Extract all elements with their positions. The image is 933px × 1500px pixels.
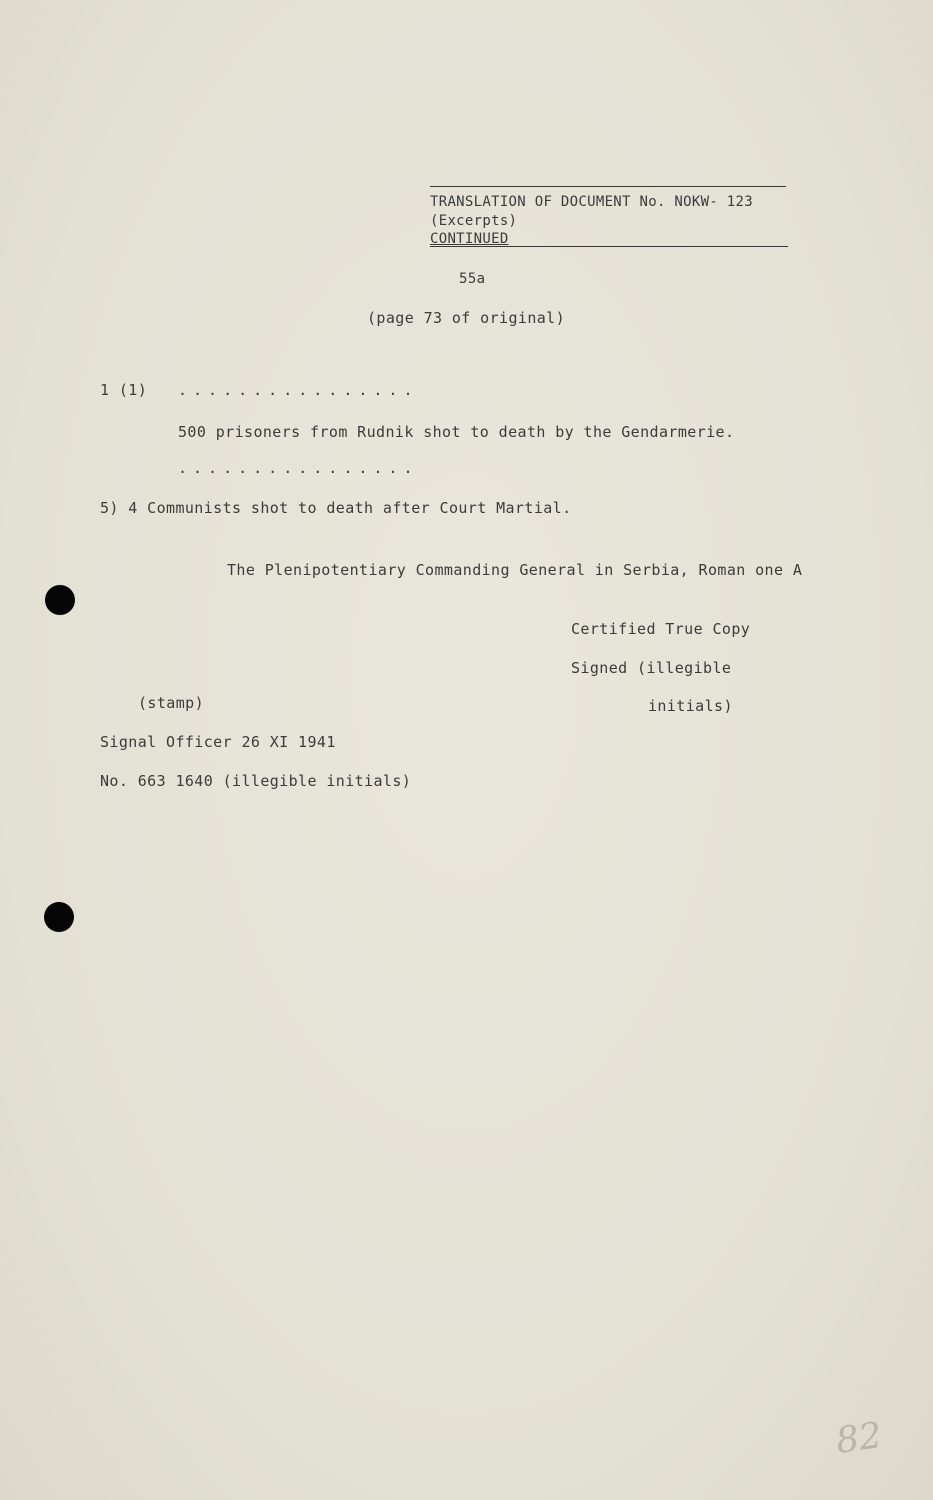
- item-1-text: 500 prisoners from Rudnik shot to death by the Gendarmerie.: [178, 423, 735, 441]
- binder-hole-top: [45, 585, 75, 615]
- page-number: 55a: [459, 271, 486, 287]
- item-1-ellipsis: ................: [178, 381, 419, 399]
- signed-initials: initials): [648, 697, 733, 715]
- number-line: No. 663 1640 (illegible initials): [100, 772, 412, 790]
- signature-line: The Plenipotentiary Commanding General in Serbia, Roman one A: [227, 561, 803, 579]
- item-1-ellipsis-2: ................: [178, 459, 419, 477]
- page-of-original: (page 73 of original): [367, 309, 566, 327]
- handwritten-page-number: 82: [833, 1415, 885, 1462]
- item-5-text: 5) 4 Communists shot to death after Court Martial.: [100, 499, 572, 517]
- header-bottom-rule: [430, 246, 788, 247]
- header-top-rule: [430, 186, 786, 187]
- binder-hole-bottom: [44, 902, 74, 932]
- certified-true-copy: Certified True Copy: [571, 620, 751, 638]
- signal-officer-line: Signal Officer 26 XI 1941: [100, 733, 336, 751]
- header-title: TRANSLATION OF DOCUMENT No. NOKW- 123: [430, 194, 753, 210]
- header-continued: CONTINUED: [430, 231, 509, 247]
- header-excerpts: (Excerpts): [430, 213, 518, 229]
- item-1-label: 1 (1): [100, 381, 148, 399]
- signed-illegible: Signed (illegible: [571, 659, 732, 677]
- stamp-note: (stamp): [138, 694, 205, 712]
